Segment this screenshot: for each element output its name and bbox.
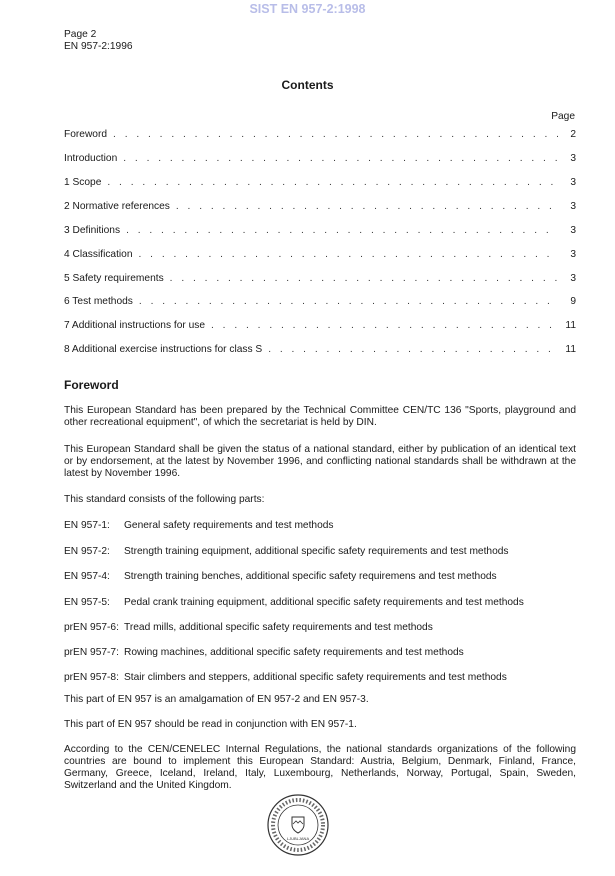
- paragraph: According to the CEN/CENELEC Internal Regulations, the national standards organizations of the following countries are bound to implement this European Standard: Austria, Belgium, Denmark, Finland, France, Germany, Greece, Iceland, Ireland, Italy, Luxembourg, Netherlands, Norway, Portugal, Spain, Sweden, Switzerland and the United Kingdom.: [64, 744, 576, 791]
- part-code: prEN 957-8:: [64, 672, 119, 683]
- page-number: Page 2: [64, 29, 97, 40]
- part-title: Stair climbers and steppers, additional specific safety requirements and test methods: [124, 672, 507, 683]
- toc-entry[interactable]: [64, 201, 576, 212]
- watermark: SIST EN 957-2:1998: [249, 2, 366, 16]
- toc-entry-page: 11: [565, 344, 576, 355]
- dot-leader: [139, 296, 558, 307]
- part-code: EN 957-1:: [64, 520, 110, 531]
- dot-leader: [123, 153, 558, 164]
- standard-part: [64, 571, 497, 582]
- part-title: Tread mills, additional specific safety requirements and test methods: [124, 622, 433, 633]
- toc-entry-page: 3: [570, 177, 576, 188]
- standard-part: [64, 647, 464, 658]
- dot-leader: [211, 320, 558, 331]
- official-stamp: [266, 793, 330, 860]
- document-id: EN 957-2:1996: [64, 41, 133, 52]
- toc-entry-label: 5 Safety requirements: [64, 273, 164, 284]
- part-code: EN 957-5:: [64, 597, 110, 608]
- paragraph: This part of EN 957 should be read in conjunction with EN 957-1.: [64, 719, 357, 730]
- toc-entry[interactable]: [64, 296, 576, 307]
- part-title: Strength training equipment, additional specific safety requirements and test methods: [124, 546, 509, 557]
- toc-entry-page: 2: [570, 129, 576, 140]
- toc-entry-label: 7 Additional instructions for use: [64, 320, 206, 331]
- page-header: [64, 29, 133, 53]
- dot-leader: [170, 273, 558, 284]
- toc-entry[interactable]: [64, 225, 576, 236]
- toc-entry-label: 3 Definitions: [64, 225, 121, 236]
- svg-text:LJUBLJANA: LJUBLJANA: [286, 836, 310, 841]
- toc-entry[interactable]: [64, 129, 576, 140]
- toc-entry-label: 6 Test methods: [64, 296, 133, 307]
- standard-part: [64, 546, 509, 557]
- toc-entry-label: Foreword: [64, 129, 108, 140]
- toc-entry-label: 1 Scope: [64, 177, 102, 188]
- toc-entry[interactable]: [64, 320, 576, 331]
- standard-part: [64, 597, 524, 608]
- paragraph: This European Standard has been prepared by the Technical Committee CEN/TC 136 "Sports, playground and other recreational equipment", of which the secretariat is held by DIN.: [64, 405, 576, 428]
- part-code: prEN 957-6:: [64, 622, 119, 633]
- toc-entry-page: 3: [570, 273, 576, 284]
- dot-leader: [107, 177, 558, 188]
- toc-entry-page: 11: [565, 320, 576, 331]
- toc-entry-page: 9: [570, 296, 576, 307]
- toc-entry[interactable]: [64, 177, 576, 188]
- toc-entry-page: 3: [570, 249, 576, 260]
- toc-entry[interactable]: [64, 273, 576, 284]
- page-column-label: Page: [551, 111, 575, 122]
- toc-entry[interactable]: [64, 249, 576, 260]
- dot-leader: [139, 249, 558, 260]
- paragraph: This European Standard shall be given the status of a national standard, either by publication of an identical text or by endorsement, at the latest by November 1996, and conflicting national standards shall be withdrawn at the latest by November 1996.: [64, 444, 576, 479]
- foreword-heading: Foreword: [64, 378, 119, 392]
- paragraph: This part of EN 957 is an amalgamation of EN 957-2 and EN 957-3.: [64, 694, 369, 705]
- toc-entry-label: 8 Additional exercise instructions for class S: [64, 344, 263, 355]
- paragraph: This standard consists of the following parts:: [64, 494, 265, 505]
- part-code: prEN 957-7:: [64, 647, 119, 658]
- dot-leader: [176, 201, 558, 212]
- dot-leader: [113, 129, 558, 140]
- part-title: Strength training benches, additional specific safety requiremens and test methods: [124, 571, 497, 582]
- toc-entry[interactable]: [64, 344, 576, 355]
- dot-leader: [126, 225, 558, 236]
- part-code: EN 957-4:: [64, 571, 110, 582]
- contents-title: Contents: [281, 78, 334, 92]
- toc-entry-label: Introduction: [64, 153, 118, 164]
- standard-part: [64, 622, 433, 633]
- toc-entry-page: 3: [570, 201, 576, 212]
- part-title: General safety requirements and test methods: [124, 520, 334, 531]
- toc-entry[interactable]: [64, 153, 576, 164]
- part-title: Rowing machines, additional specific safety requirements and test methods: [124, 647, 464, 658]
- part-title: Pedal crank training equipment, additional specific safety requirements and test methods: [124, 597, 524, 608]
- part-code: EN 957-2:: [64, 546, 110, 557]
- toc-entry-page: 3: [570, 225, 576, 236]
- toc-entry-label: 4 Classification: [64, 249, 133, 260]
- toc-entry-page: 3: [570, 153, 576, 164]
- toc-entry-label: 2 Normative references: [64, 201, 170, 212]
- standard-part: [64, 520, 334, 531]
- standard-part: [64, 672, 507, 683]
- dot-leader: [268, 344, 558, 355]
